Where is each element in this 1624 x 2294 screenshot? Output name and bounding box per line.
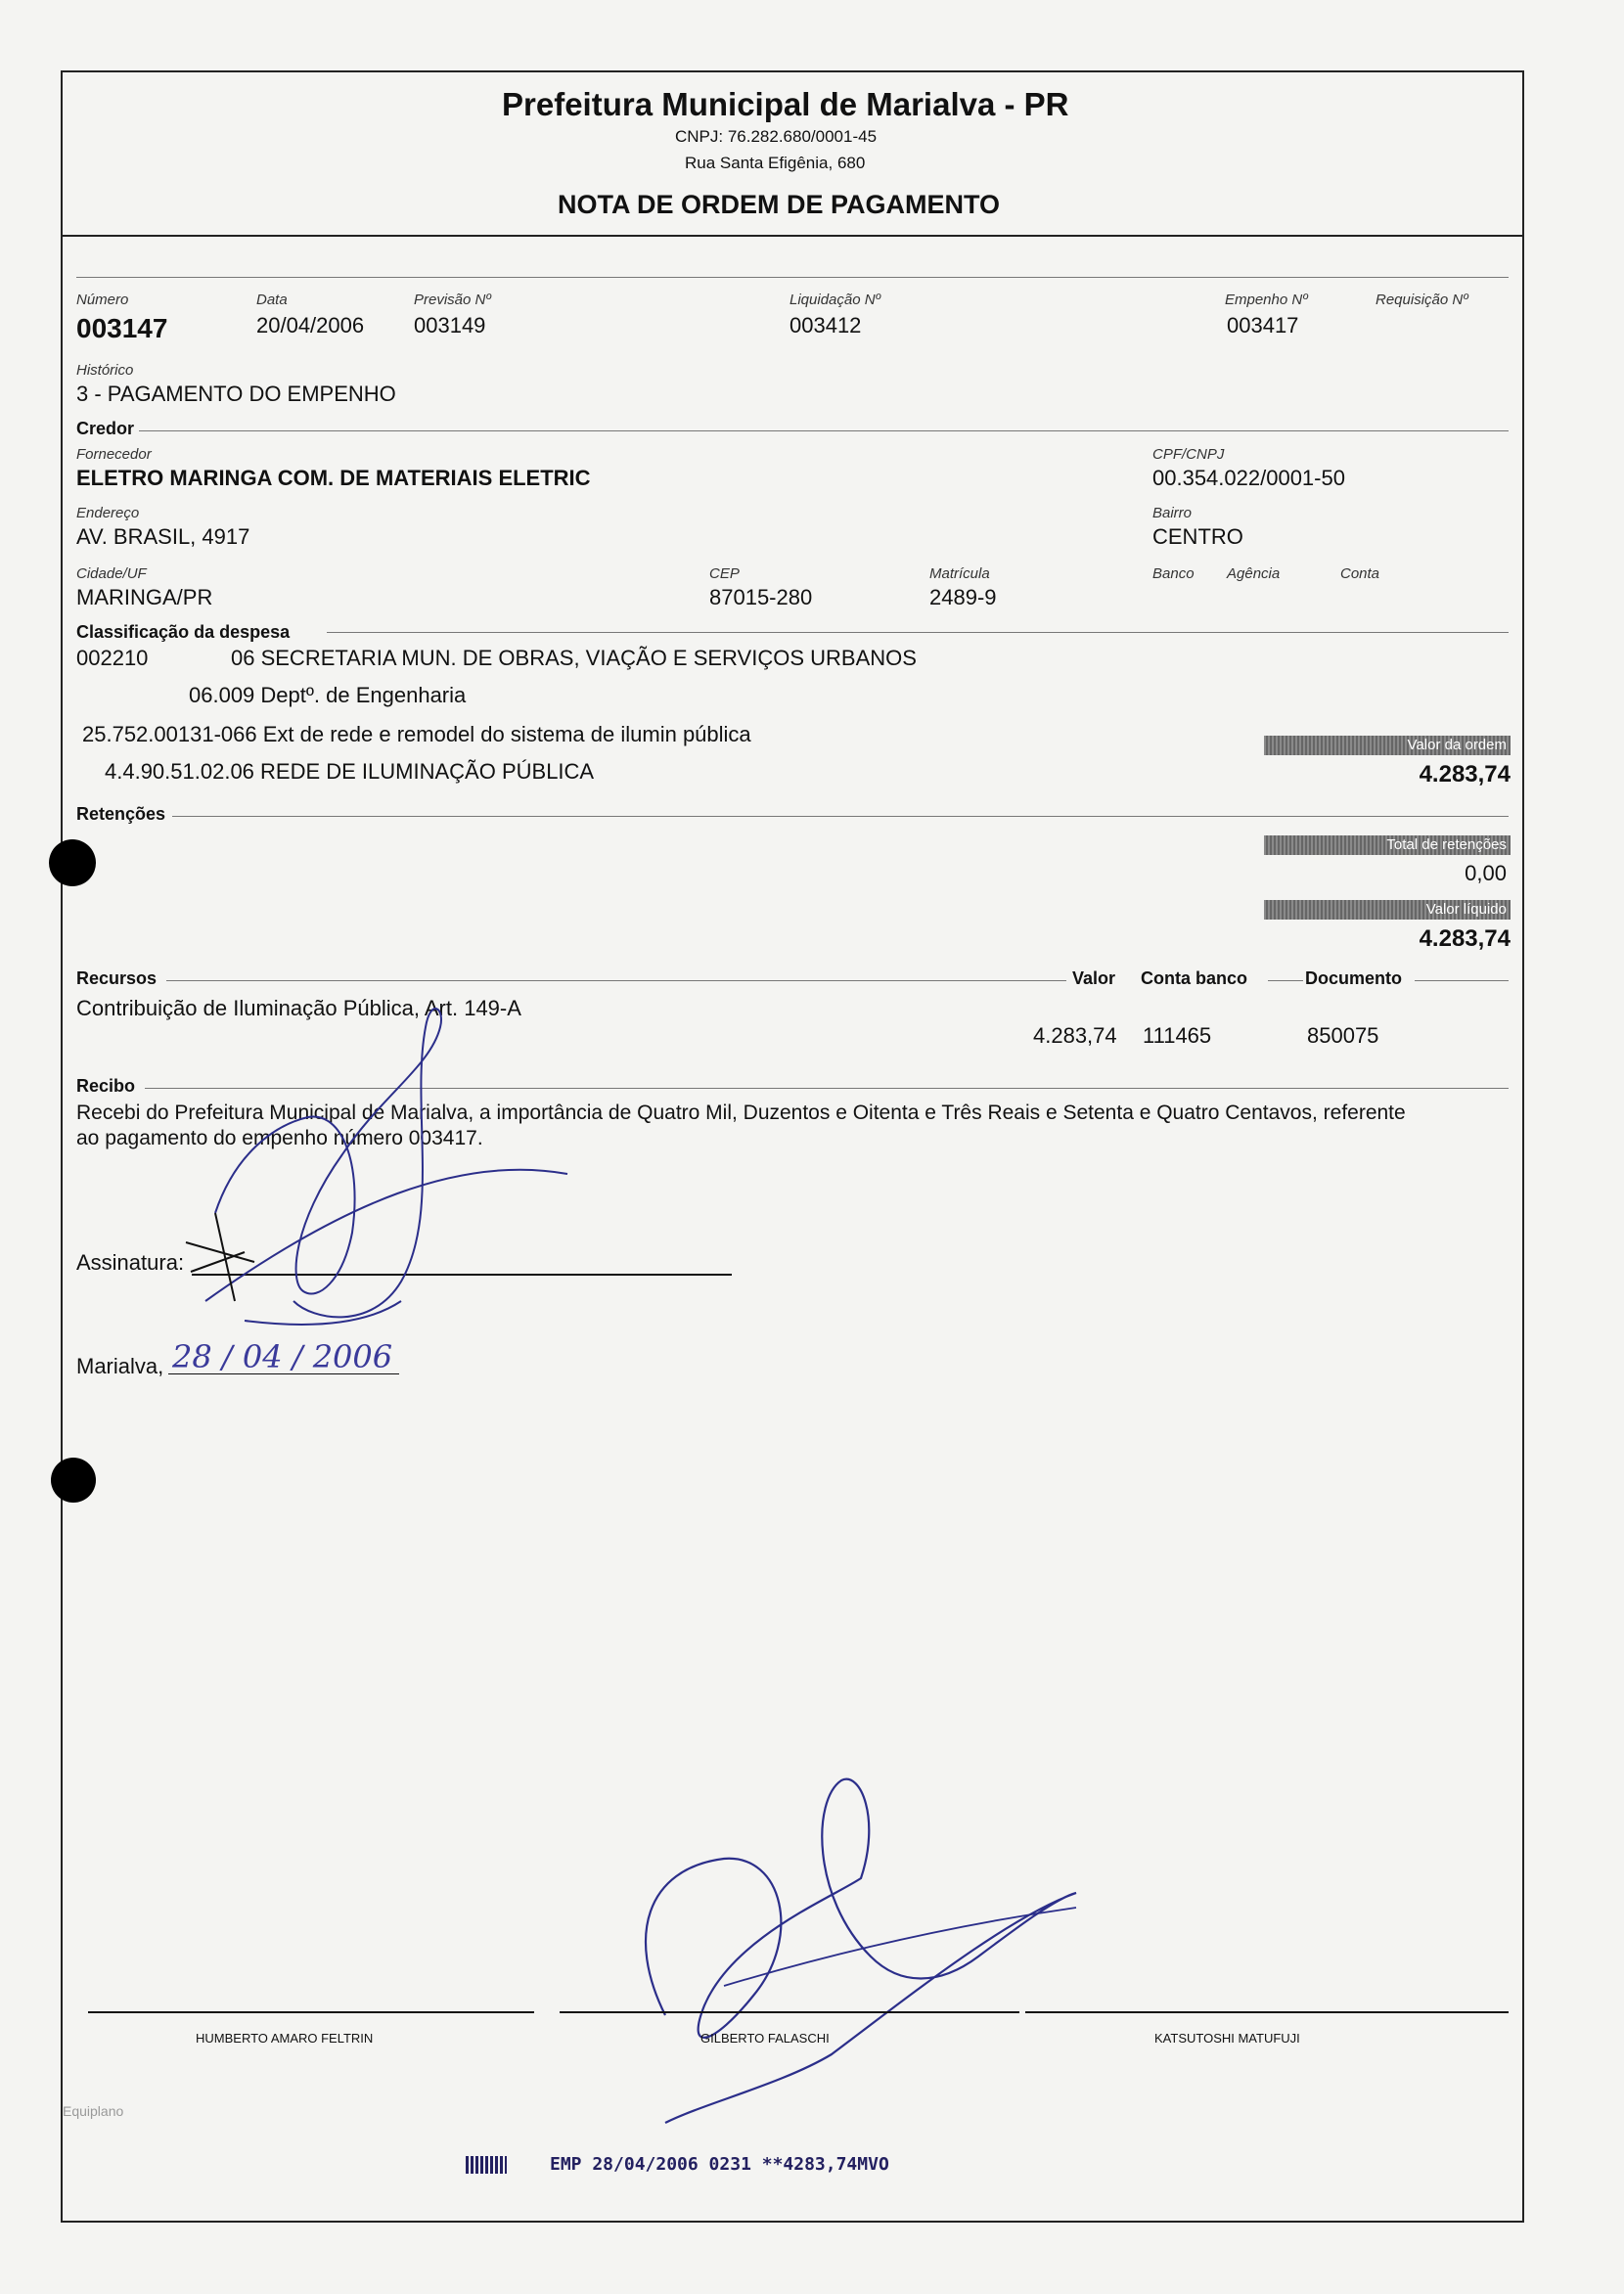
cidade-label: Cidade/UF	[76, 565, 147, 582]
signatory-line-2	[560, 2011, 1019, 2013]
recipient-signature	[147, 1008, 597, 1360]
agencia-label: Agência	[1227, 565, 1281, 582]
document-title: NOTA DE ORDEM DE PAGAMENTO	[558, 190, 1001, 219]
header-divider	[61, 235, 1524, 237]
payment-stamp: EMP 28/04/2006 0231 **4283,74MVO	[550, 2154, 889, 2175]
cpf-value: 00.354.022/0001-50	[1152, 466, 1345, 490]
bairro-label: Bairro	[1152, 505, 1193, 521]
signatory-line-1	[88, 2011, 534, 2013]
recursos-conta-label: Conta banco	[1141, 968, 1248, 988]
recursos-valor-label: Valor	[1072, 968, 1116, 988]
endereco-label: Endereço	[76, 505, 140, 521]
conta-label: Conta	[1340, 565, 1380, 582]
data-value: 20/04/2006	[256, 313, 365, 337]
recursos-documento-label: Documento	[1305, 968, 1402, 988]
valor-ordem-value: 4.283,74	[1419, 761, 1511, 787]
punch-hole-bottom	[51, 1458, 96, 1503]
handwritten-date: 28 / 04 / 2006	[172, 1338, 393, 1375]
liquidacao-value: 003412	[789, 313, 862, 337]
punch-hole-top	[49, 839, 96, 886]
header-address: Rua Santa Efigênia, 680	[685, 154, 866, 172]
classificacao-orgao: 06 SECRETARIA MUN. DE OBRAS, VIAÇÃO E SERVIÇOS URBANOS	[231, 646, 917, 670]
bairro-value: CENTRO	[1152, 524, 1243, 549]
local-label: Marialva,	[76, 1354, 164, 1378]
cpf-label: CPF/CNPJ	[1152, 446, 1225, 463]
signatory-1: HUMBERTO AMARO FELTRIN	[196, 2031, 374, 2046]
classificacao-rule	[327, 632, 1509, 633]
order-top-rule	[76, 277, 1509, 278]
valor-liquido-value: 4.283,74	[1419, 925, 1511, 952]
fornecedor-label: Fornecedor	[76, 446, 152, 463]
matricula-value: 2489-9	[929, 585, 997, 609]
banco-label: Banco	[1152, 565, 1195, 582]
recursos-rule-mid	[1268, 980, 1303, 981]
assinatura-label: Assinatura:	[76, 1250, 185, 1275]
requisicao-label: Requisição Nº	[1376, 292, 1468, 308]
classificacao-section: Classificação da despesa	[76, 622, 291, 642]
recibo-text-line2: ao pagamento do empenho número 003417.	[76, 1127, 483, 1149]
recursos-valor: 4.283,74	[1033, 1023, 1117, 1048]
cep-value: 87015-280	[709, 585, 813, 609]
previsao-label: Previsão Nº	[414, 292, 491, 308]
classificacao-projeto: 25.752.00131-066 Ext de rede e remodel do sistema de ilumin pública	[82, 722, 751, 746]
recursos-conta: 111465	[1143, 1023, 1212, 1048]
retencoes-rule	[172, 816, 1509, 817]
signatory-line-3	[1025, 2011, 1509, 2013]
recursos-section: Recursos	[76, 968, 158, 988]
software-credit: Equiplano	[63, 2103, 124, 2119]
credor-section: Credor	[76, 419, 135, 438]
signatory-2: GILBERTO FALASCHI	[700, 2031, 830, 2046]
recursos-rule-end	[1415, 980, 1509, 981]
date-line	[168, 1373, 399, 1374]
total-retencoes-value: 0,00	[1465, 861, 1507, 885]
classificacao-unidade: 06.009 Deptº. de Engenharia	[189, 683, 467, 707]
endereco-value: AV. BRASIL, 4917	[76, 524, 250, 549]
numero-value: 003147	[76, 313, 168, 343]
cep-label: CEP	[709, 565, 740, 582]
recursos-rule	[166, 980, 1066, 981]
empenho-label: Empenho Nº	[1225, 292, 1308, 308]
historico-label: Histórico	[76, 362, 134, 379]
valor-liquido-label: Valor líquido	[1264, 900, 1511, 920]
cidade-value: MARINGA/PR	[76, 585, 213, 609]
matricula-label: Matrícula	[929, 565, 990, 582]
fornecedor-value: ELETRO MARINGA COM. DE MATERIAIS ELETRIC	[76, 466, 591, 490]
recursos-descricao: Contribuição de Iluminação Pública, Art. 149-A	[76, 996, 521, 1020]
header-cnpj: CNPJ: 76.282.680/0001-45	[675, 127, 878, 146]
historico-value: 3 - PAGAMENTO DO EMPENHO	[76, 382, 396, 406]
previsao-value: 003149	[414, 313, 486, 337]
valor-ordem-label: Valor da ordem	[1264, 736, 1511, 755]
page-title: Prefeitura Municipal de Marialva - PR	[502, 86, 1069, 122]
data-label: Data	[256, 292, 288, 308]
empenho-value: 003417	[1227, 313, 1299, 337]
total-retencoes-label: Total de retenções	[1264, 835, 1511, 855]
middle-signature	[587, 1761, 1096, 2133]
recursos-documento: 850075	[1307, 1023, 1379, 1048]
numero-label: Número	[76, 292, 129, 308]
classificacao-code: 002210	[76, 646, 149, 670]
liquidacao-label: Liquidação Nº	[789, 292, 881, 308]
recibo-text-line1: Recebi do Prefeitura Municipal de Marialva, a importância de Quatro Mil, Duzentos e Oitenta e Três Reais e Setenta e Quatro Centavos, referente	[76, 1102, 1406, 1124]
classificacao-elemento: 4.4.90.51.02.06 REDE DE ILUMINAÇÃO PÚBLICA	[105, 759, 595, 784]
retencoes-section: Retenções	[76, 804, 166, 824]
signatory-3: KATSUTOSHI MATUFUJI	[1154, 2031, 1300, 2046]
stamp-mark-icon	[466, 2156, 507, 2174]
recibo-section: Recibo	[76, 1076, 136, 1096]
credor-rule	[139, 430, 1509, 431]
